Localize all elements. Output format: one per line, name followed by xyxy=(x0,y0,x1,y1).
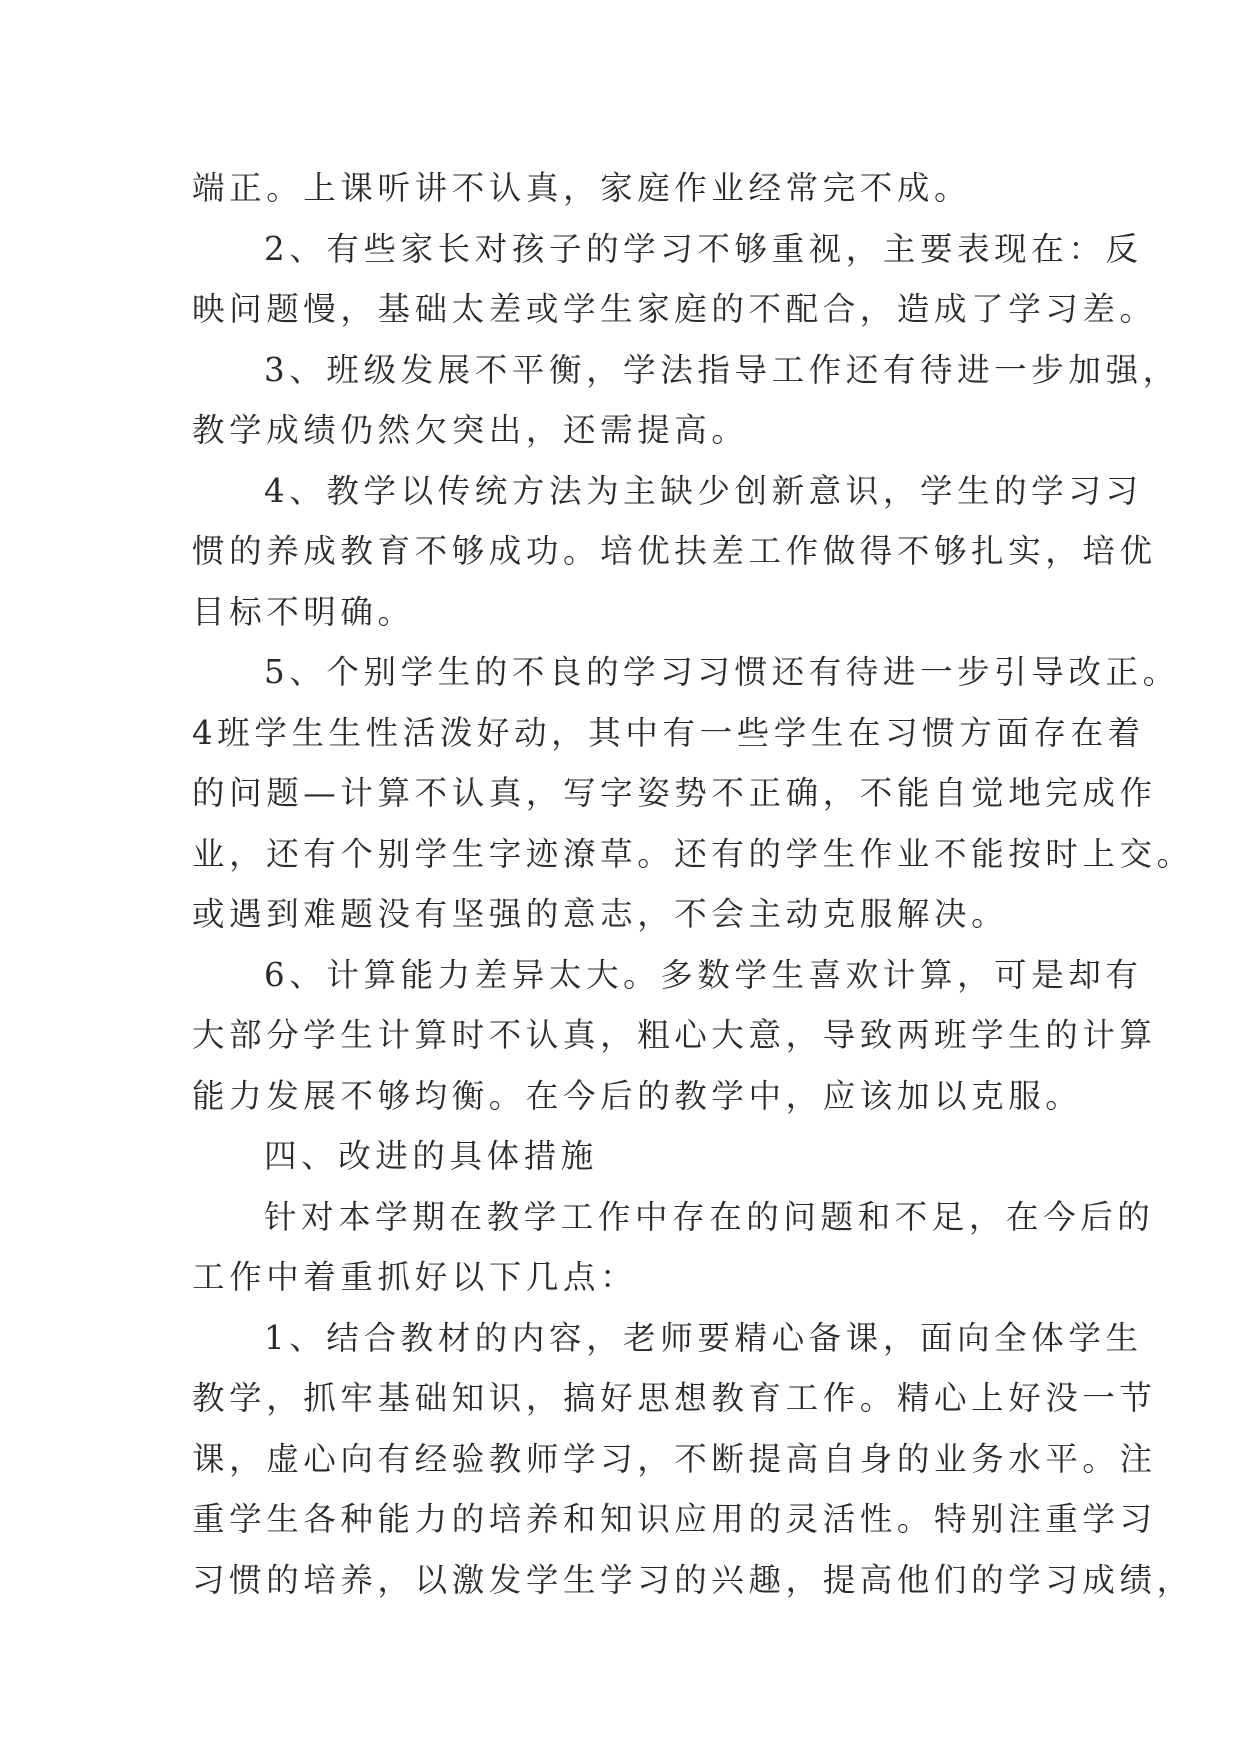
text-line: 目标不明确。 xyxy=(192,592,415,631)
text-line: 四、改进的具体措施 xyxy=(264,1137,598,1175)
text-line: 惯的养成教育不够成功。培优扶差工作做得不够扎实，培优 xyxy=(192,532,1157,570)
text-line: 6、计算能力差异太大。多数学生喜欢计算，可是却有 xyxy=(264,955,1143,994)
text-line: 业，还有个别学生字迹潦草。还有的学生作业不能按时上交。 xyxy=(192,834,1194,873)
text-line: 工作中着重抓好以下几点： xyxy=(192,1258,638,1296)
text-line: 或遇到难题没有坚强的意志，不会主动克服解决。 xyxy=(192,895,1009,933)
text-line: 1、结合教材的内容，老师要精心备课，面向全体学生 xyxy=(264,1318,1143,1357)
body-text xyxy=(192,158,1194,1610)
text-line: 4班学生生性活泼好动，其中有一些学生在习惯方面存在着 xyxy=(192,713,1145,752)
text-line: 映问题慢，基础太差或学生家庭的不配合，造成了学习差。 xyxy=(192,290,1157,328)
text-line: 针对本学期在教学工作中存在的问题和不足，在今后的 xyxy=(264,1197,1155,1236)
text-line: 4、教学以传统方法为主缺少创新意识，学生的学习习 xyxy=(264,471,1143,510)
text-line: 端正。上课听讲不认真，家庭作业经常完不成。 xyxy=(192,169,972,207)
text-line: 能力发展不够均衡。在今后的教学中，应该加以克服。 xyxy=(192,1076,1083,1115)
text-line: 习惯的培养，以激发学生学习的兴趣，提高他们的学习成绩， xyxy=(192,1560,1194,1599)
text-line: 课，虚心向有经验教师学习，不断提高自身的业务水平。注 xyxy=(192,1439,1157,1478)
text-line: 2、有些家长对孩子的学习不够重视，主要表现在：反 xyxy=(264,229,1143,268)
text-line: 5、个别学生的不良的学习习惯还有待进一步引导改正。 xyxy=(264,653,1180,691)
text-line: 教学成绩仍然欠突出，还需提高。 xyxy=(192,411,749,449)
text-line: 大部分学生计算时不认真，粗心大意，导致两班学生的计算 xyxy=(192,1016,1157,1054)
text-line: 的问题—计算不认真，写字姿势不正确，不能自觉地完成作 xyxy=(192,774,1157,812)
text-line: 重学生各种能力的培养和知识应用的灵活性。特别注重学习 xyxy=(192,1500,1157,1538)
text-line: 3、班级发展不平衡，学法指导工作还有待进一步加强， xyxy=(264,350,1180,389)
text-line: 教学，抓牢基础知识，搞好思想教育工作。精心上好没一节 xyxy=(192,1379,1157,1417)
